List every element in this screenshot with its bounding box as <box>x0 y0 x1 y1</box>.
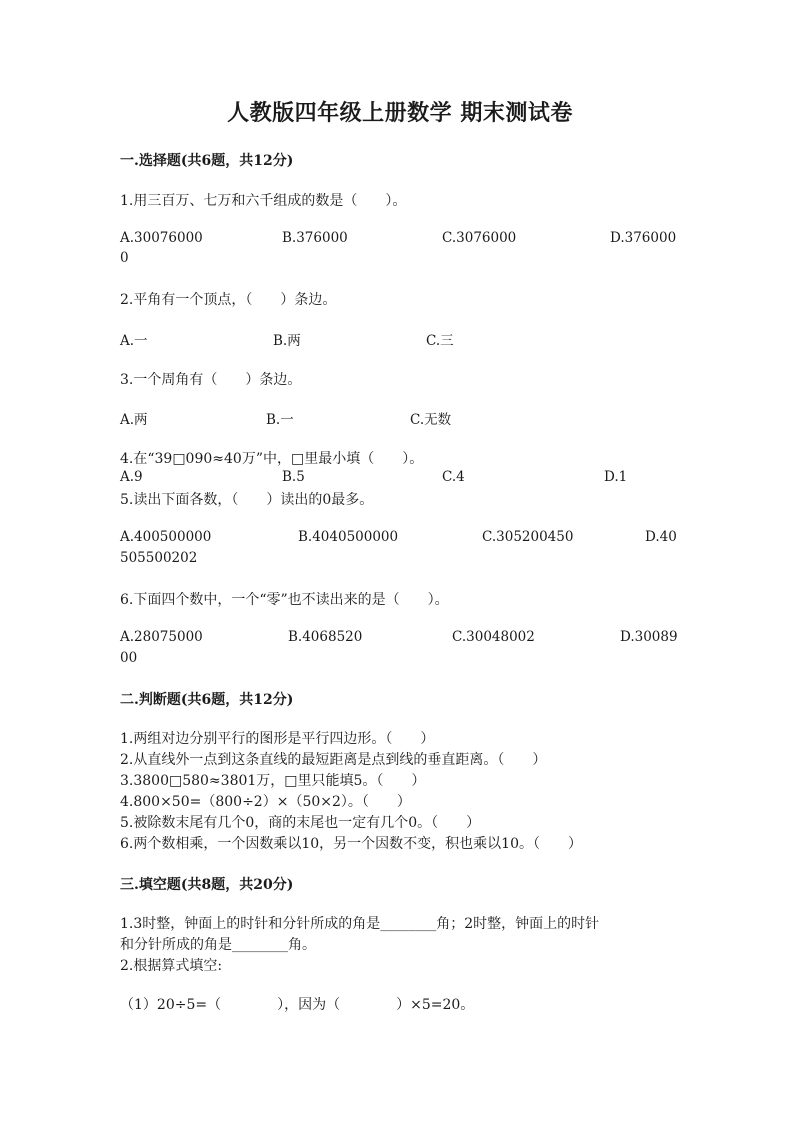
q4-option-d: D.1 <box>604 469 628 485</box>
section-heading-fill-blank: 三.填空题(共8题，共20分) <box>120 877 294 893</box>
q4-option-b: B.5 <box>282 469 305 485</box>
choice-question-3: 3.一个周角有（ ）条边。 <box>120 372 302 388</box>
judgement-item-3: 3.3800□580≈3801万，□里只能填5。（ ） <box>120 773 426 789</box>
fill-question-2-sub-1: （1）20÷5=（ ），因为（ ）×5=20。 <box>120 997 475 1013</box>
section-heading-judgement: 二.判断题(共6题，共12分) <box>120 692 294 708</box>
judgement-item-4: 4.800×50=（800÷2）×（50×2）。（ ） <box>120 794 411 810</box>
choice-question-4: 4.在“39□090≈40万”中，□里最小填（ ）。 <box>120 451 424 467</box>
choice-question-6: 6.下面四个数中，一个“零”也不读出来的是（ ）。 <box>120 592 449 608</box>
fill-question-1-line-1: 1.3时整，钟面上的时针和分针所成的角是________角；2时整，钟面上的时针 <box>120 916 600 932</box>
judgement-item-2: 2.从直线外一点到这条直线的最短距离是点到线的垂直距离。（ ） <box>120 752 547 768</box>
q3-option-a: A.两 <box>120 412 148 428</box>
q4-option-a: A.9 <box>120 469 143 485</box>
page-title: 人教版四年级上册数学 期末测试卷 <box>227 100 573 126</box>
q1-option-b: B.376000 <box>282 230 348 246</box>
judgement-item-1: 1.两组对边分别平行的图形是平行四边形。（ ） <box>120 731 435 747</box>
q5-option-d-wrap: 505500202 <box>120 550 198 566</box>
choice-question-1: 1.用三百万、七万和六千组成的数是（ ）。 <box>120 193 407 209</box>
q3-option-b: B.一 <box>266 412 294 428</box>
fill-question-2: 2.根据算式填空: <box>120 958 223 974</box>
choice-question-2: 2.平角有一个顶点，（ ）条边。 <box>120 292 337 308</box>
q4-option-c: C.4 <box>442 469 465 485</box>
q6-option-b: B.4068520 <box>288 629 363 645</box>
q5-option-a: A.400500000 <box>120 529 212 545</box>
judgement-item-6: 6.两个数相乘，一个因数乘以10，另一个因数不变，积也乘以10。（ ） <box>120 836 582 852</box>
q2-option-c: C.三 <box>426 333 454 349</box>
q5-option-b: B.4040500000 <box>298 529 399 545</box>
q5-option-d: D.40 <box>645 529 677 545</box>
q3-option-c: C.无数 <box>410 412 452 428</box>
judgement-item-5: 5.被除数末尾有几个0，商的末尾也一定有几个0。（ ） <box>120 815 481 831</box>
q6-option-a: A.28075000 <box>120 629 203 645</box>
q5-option-c: C.305200450 <box>482 529 574 545</box>
section-heading-choice: 一.选择题(共6题，共12分) <box>120 153 294 169</box>
q2-option-b: B.两 <box>273 333 301 349</box>
q1-option-a: A.30076000 <box>120 230 203 246</box>
q2-option-a: A.一 <box>120 333 148 349</box>
q1-option-c: C.3076000 <box>442 230 517 246</box>
q6-option-c: C.30048002 <box>452 629 535 645</box>
fill-question-1-line-2: 和分针所成的角是________角。 <box>120 937 316 953</box>
q1-option-d-wrap: 0 <box>120 250 129 266</box>
q6-option-d-wrap: 00 <box>120 650 138 666</box>
choice-question-5: 5.读出下面各数，（ ）读出的0最多。 <box>120 492 374 508</box>
q6-option-d: D.30089 <box>620 629 678 645</box>
q1-option-d: D.376000 <box>610 230 677 246</box>
